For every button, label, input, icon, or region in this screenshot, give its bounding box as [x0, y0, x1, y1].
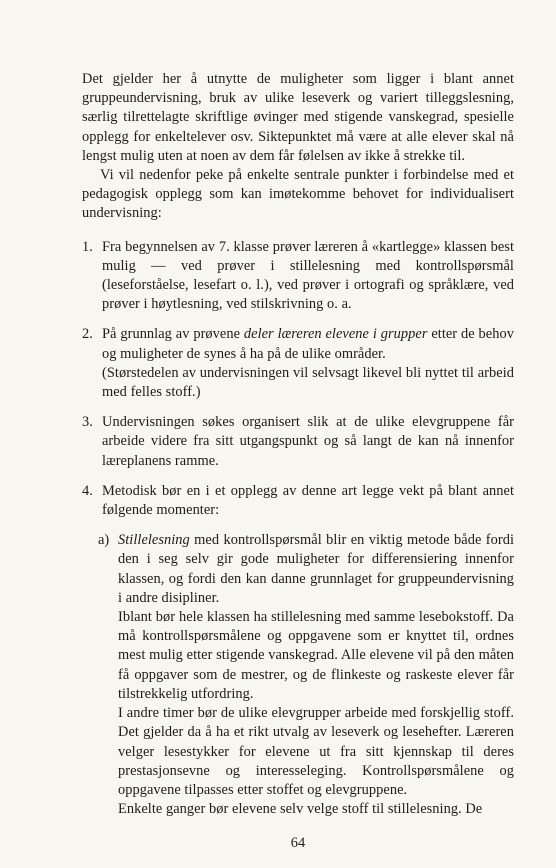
- numbered-list: [82, 238, 514, 521]
- sub-item-paragraph-3: Enkelte ganger bør elevene selv velge stoff til stillelesning. De: [118, 801, 483, 818]
- text-segment: etter de behov og muligheter de synes å ha på de ulike områder.: [102, 326, 514, 362]
- intro-paragraph-1: Det gjelder her å utnytte de muligheter som ligger i blant annet gruppeundervisning, bruk av ulike leseverk og variert tilleggslesning, særlig tilrettelagte skriftlige øvinger med stigende vanskegrad, spesielle opplegg for enkeltelever osv. Siktepunktet må være at alle elever skal nå lengst mulig uten at noen av dem får følelsen av ikke å strekke til.: [82, 71, 514, 164]
- text-segment: med kontrollspørsmål blir en viktig metode både fordi den i seg selv gir gode muligheter for differensiering innenfor klassen, og fordi den kan danne grunnlaget for gruppeundervisning i andre disipliner.: [118, 532, 514, 606]
- sub-item-label: a): [98, 532, 110, 549]
- list-item-number: 4.: [82, 482, 93, 499]
- list-item-text: Fra begynnelsen av 7. klasse prøver læreren å «kartlegge» klassen best mulig — ved prøver i stillelesning med kontrollspørsmål (leseforståelse, lesefart o. l.), ved prøver i ortografi og språklære, ved prøver i høytlesning, ved stilskrivning o. a.: [102, 238, 514, 313]
- intro-paragraph-2: Vi vil nedenfor peke på enkelte sentrale punkter i forbindelse med et pedagogisk opplegg som kan imøtekomme behovet for individualisert undervisning:: [82, 167, 514, 222]
- list-item-number: 3.: [82, 414, 93, 431]
- italic-text-segment: Stillelesning: [118, 532, 190, 549]
- sub-item-paragraph-2: I andre timer bør de ulike elevgrupper arbeide med forskjellig stoff. Det gjelder da å ha et rikt utvalg av leseverk og lesehefter. Læreren velger lesestykker for elevene ut fra sitt kjennskap til deres prestasjonsevne og interesseleging. Kontrollspørsmålene og oppgavene tilpasses etter stoffet og elevgruppene.: [118, 705, 514, 798]
- page-number: 64: [290, 835, 306, 851]
- list-item-note: (Størstedelen av undervisningen vil selvsagt likevel bli nyttet til arbeid med felles stoff.): [102, 364, 514, 401]
- list-item-text: [102, 325, 514, 363]
- list-item-3: [82, 413, 514, 471]
- list-item-text: Metodisk bør en i et opplegg av denne art legge vekt på blant annet følgende momenter:: [102, 482, 514, 519]
- list-item-number: 1.: [82, 238, 93, 255]
- page-content: [82, 70, 514, 851]
- list-item-2: [82, 325, 514, 402]
- sub-item-text: [118, 531, 514, 608]
- list-item-number: 2.: [82, 326, 93, 343]
- list-item-1: [82, 238, 514, 315]
- italic-text-segment: deler læreren elevene i grupper: [243, 326, 428, 343]
- text-segment: På grunnlag av prøvene: [102, 326, 244, 343]
- sub-item-a: [82, 531, 514, 819]
- list-item-text: Undervisningen søkes organisert slik at de ulike elevgruppene får arbeide videre fra sitt utgangspunkt og så langt de kan nå innenfor læreplanens ramme.: [102, 414, 514, 469]
- sub-item-paragraph-1: Iblant bør hele klassen ha stillelesning med samme lesebokstoff. Da må kontrollspørsmålene og oppgavene som er knyttet til, ordnes mest mulig etter stigende vanskegrad. Alle elevene vil på den måten få oppgaver som de mestrer, og de flinkeste og raskeste elever får tilstrekkelig utfordring.: [118, 609, 514, 702]
- list-item-4: [82, 482, 514, 520]
